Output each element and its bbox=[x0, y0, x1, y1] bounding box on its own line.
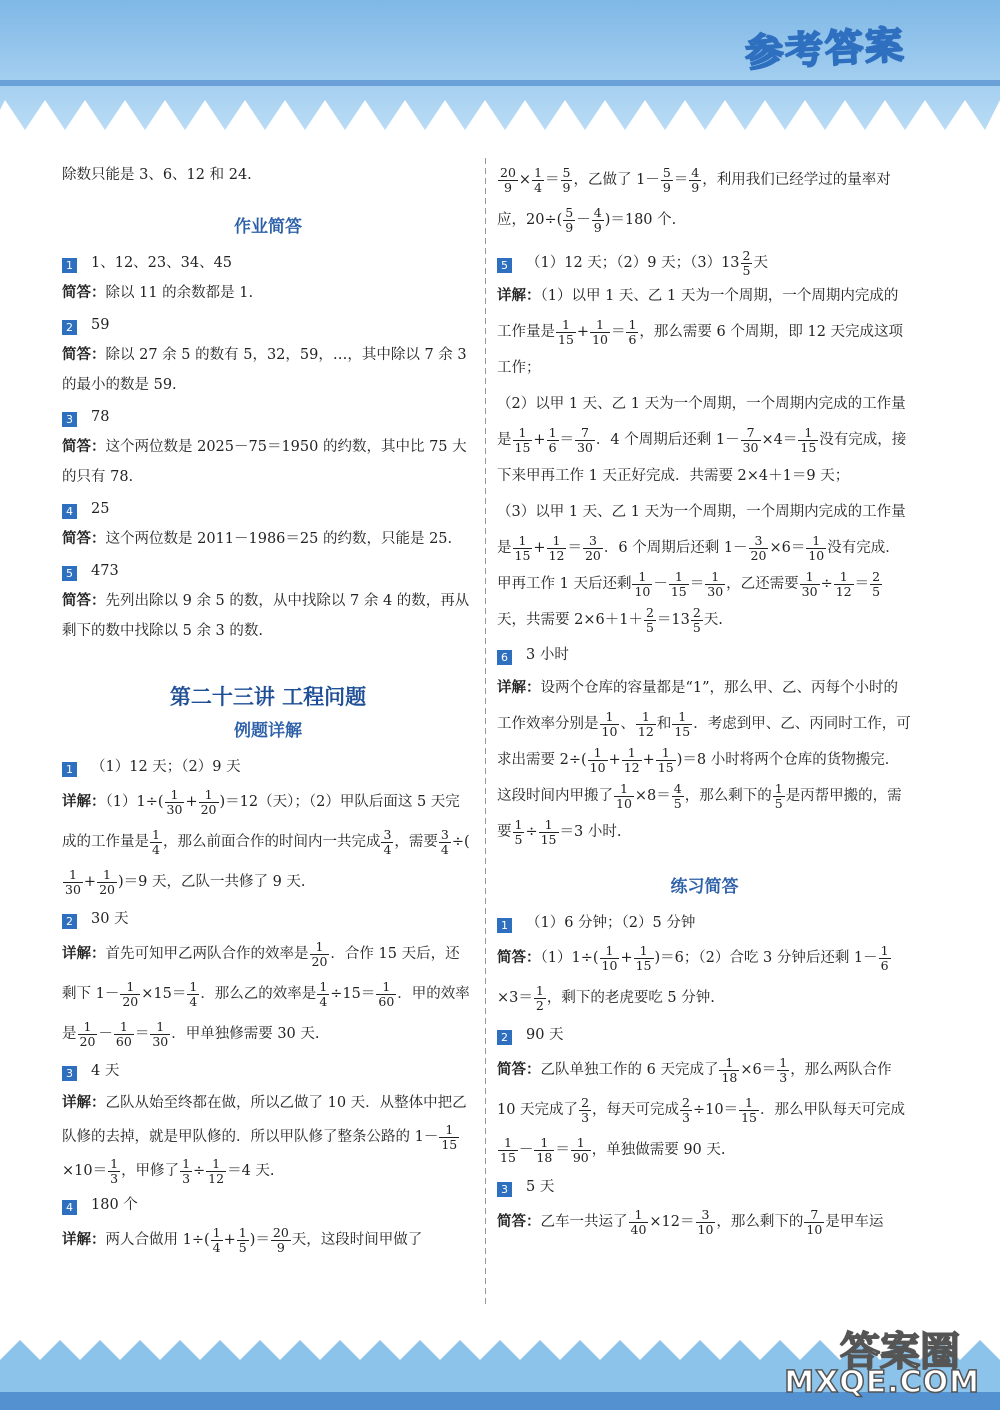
text: ×8＝ bbox=[634, 788, 671, 804]
text: ．4 个周期后还剩 1－ bbox=[595, 432, 740, 448]
text: ．那么乙的效率是 bbox=[200, 986, 317, 1002]
practice-3: 3 5 天 简答：乙车一共运了 $\frac{1}{40}$ ×12＝ $\frac{3}{10}$ ，那么剩下的 $\frac{7}{10}$ 是甲车运 bbox=[497, 1179, 884, 1237]
example-3: 3 4 天 详解：乙队从始至终都在做，所以乙做了 10 天．从整体中把乙队修的去掉，就是甲队修的．所以甲队修了整条公路的 1－ $\frac{1}{15}$ ×10＝ $\frac{1}{3}$ ，甲修了 $\frac{1}{3}$ ÷ $\frac{1}{12}$ ＝4 天. bbox=[62, 1063, 467, 1186]
left-column bbox=[62, 160, 474, 1260]
text: 没有完成，接下来甲再工作 1 天正好完成．共需要 2×4＋1＝9 天； bbox=[497, 432, 907, 484]
label: 简答： bbox=[62, 285, 106, 301]
page-title: 参考答案 bbox=[744, 22, 907, 76]
text: （1）1÷ bbox=[105, 794, 158, 810]
text: 天，这段时间甲做了 bbox=[291, 1232, 423, 1248]
answer: 25 bbox=[91, 501, 110, 517]
label: 详解： bbox=[62, 1232, 106, 1248]
text: 首先可知甲乙两队合作的效率是 bbox=[105, 946, 309, 962]
text: ，那么剩下的 bbox=[684, 788, 772, 804]
example-2: 2 30 天 详解：首先可知甲乙两队合作的效率是 $\frac{1}{20}$ ．合作 15 天后，还剩下 1－ $\frac{1}{20}$ ×15＝ $\frac{1}{4}$ ．那么乙的效率是 $\frac{1}{4}$ ÷15＝ $\frac{1}{60}$ ．甲的效率是 $\frac{1}{20}$ － $\frac{1}{60}$ ＝ $\frac{1}{30}$ ．甲单独修需要 30 天. bbox=[62, 911, 470, 1049]
item-number: 6 bbox=[497, 650, 512, 665]
text: ＝180 个. bbox=[610, 212, 677, 228]
text: ×10＝ bbox=[62, 1163, 108, 1179]
text: 需要 bbox=[408, 834, 438, 850]
text: ＝ bbox=[673, 172, 689, 188]
text: ×6＝ bbox=[769, 540, 806, 556]
example-5: 5 （1）12 天；（2）9 天；（3）13 $\frac{2}{5}$ 天 详解：（1）以甲 1 天、乙 1 天为一个周期，一个周期内完成的工作量是 $\frac{1}{15}$ + $\frac{1}{10}$ ＝ $\frac{1}{6}$ ，那么需要 6 个周期，即 12 天完成这项工作； （2）以甲 1 天、乙 1 天为一个周期，一个周期内完成的工作量是 $\frac{1}{15}$ + $\frac{1}{6}$ ＝ $\frac{7}{30}$ ．4 个周期后还剩 1－ $\frac{7}{30}$ ×4＝ $\frac{1}{15}$ 没有完成，接下来甲再工作 1 天正好完成．共需要 2×4＋1＝9 天； （3）以甲 1 天、乙 1 天为一个周期，一个周期内完成的工作量是 $\frac{1}{15}$ + $\frac{1}{12}$ ＝ $\frac{3}{20}$ ．6 个周期后还剩 1－ $\frac{3}{20}$ ×6＝ $\frac{1}{10}$ 没有完成．甲再工作 1 天后还剩 $\frac{1}{10}$ － $\frac{1}{15}$ ＝ $\frac{1}{30}$ ，乙还需要 $\frac{1}{30}$ ÷ $\frac{1}{12}$ ＝ $\frac{2}{5}$ 天，共需要 2×6＋1＋ $\frac{2}{5}$ ＝13 $\frac{2}{5}$ 天. bbox=[497, 247, 907, 635]
text: ， bbox=[394, 834, 409, 850]
homework-item bbox=[62, 310, 474, 400]
homework-title: 作业简答 bbox=[234, 217, 302, 237]
text: ．合作 15 天后，还剩下 1－ bbox=[62, 946, 460, 1002]
text: ，剩下的老虎要吃 5 分钟. bbox=[546, 990, 715, 1006]
item-number: 2 bbox=[62, 320, 77, 335]
text: ＝6；（2）合吃 3 分钟后还剩 1－ bbox=[660, 950, 878, 966]
label: 详解： bbox=[62, 946, 106, 962]
item-number: 3 bbox=[62, 412, 77, 427]
example-1: 1 （1）12 天；（2）9 天 详解：（1）1÷( $\frac{1}{30}$ + $\frac{1}{20}$ )＝12（天）；（2）甲队后面这 5 天完成的工作量是 $\frac{1}{4}$ ，那么前面合作的时间内一共完成 $\frac{3}{4}$ ，需要 $\frac{3}{4}$ ÷( $\frac{1}{30}$ + $\frac{1}{20}$ )＝9 天，乙队一共修了 9 天. bbox=[62, 759, 470, 897]
homework-item bbox=[62, 494, 474, 554]
text: ÷15＝ bbox=[330, 986, 376, 1002]
item-number: 1 bbox=[497, 918, 512, 933]
answer: 473 bbox=[91, 563, 119, 579]
answer: 30 天 bbox=[91, 911, 129, 927]
example-4: 4 180 个 详解：两人合做用 1÷( $\frac{1}{4}$ + $\frac{1}{5}$ )＝ $\frac{20}{9}$ 天，这段时间甲做了 bbox=[62, 1197, 423, 1255]
answer: 5 天 bbox=[526, 1179, 555, 1195]
text: （1）以甲 1 天、乙 1 天为一个周期，一个周期内完成的工作量是 bbox=[497, 288, 899, 340]
text: ＝ bbox=[255, 1232, 270, 1248]
item-number: 4 bbox=[62, 1200, 77, 1215]
text: 乙队从始至终都在做，所以乙做了 10 天．从整体中把乙队修的去掉，就是甲队修的．所以甲队修了整条公路的 1－ bbox=[62, 1095, 467, 1145]
text: ，那么需要 6 个周期，即 12 天完成这项工作； bbox=[497, 324, 904, 376]
text: ，乙还需要 bbox=[726, 576, 799, 592]
item-number: 2 bbox=[497, 1030, 512, 1045]
text: ．考虑到甲、乙、丙同时工作，可求出需要 2÷ bbox=[497, 716, 911, 768]
text: ＝13 bbox=[656, 612, 690, 628]
text: ．那么甲队每天可完成 bbox=[759, 1102, 905, 1118]
text: （3）以甲 1 天、乙 1 天为一个周期，一个周期内完成的工作量是 bbox=[497, 504, 906, 556]
practice-2: 2 90 天 简答：乙队单独工作的 6 天完成了 $\frac{1}{18}$ ×6＝ $\frac{1}{3}$ ，那么两队合作 10 天完成了 $\frac{2}{3}$ ，每天可完成 $\frac{2}{3}$ ÷10＝ $\frac{1}{15}$ ．那么甲队每天可完成 $\frac{1}{15}$ － $\frac{1}{18}$ ＝ $\frac{1}{90}$ ，单独做需要 90 天. bbox=[497, 1027, 905, 1165]
practice-1: 1 （1）6 分钟；（2）5 分钟 简答：（1）1÷( $\frac{1}{10}$ + $\frac{1}{15}$ )＝6；（2）合吃 3 分钟后还剩 1－ $\frac{1}{6}$ ×3＝ $\frac{1}{2}$ ，剩下的老虎要吃 5 分钟. bbox=[497, 915, 889, 1013]
text: 天 bbox=[753, 255, 768, 271]
label: 简答： bbox=[62, 531, 106, 547]
answer: 4 天 bbox=[91, 1063, 120, 1079]
explanation: 除以 27 余 5 的数有 5，32，59，…，其中除以 7 余 3 的最小的数是 59. bbox=[62, 347, 467, 393]
text: 天. bbox=[703, 612, 723, 628]
text: 乙队单独工作的 6 天完成了 bbox=[540, 1062, 719, 1078]
text: ×3＝ bbox=[497, 990, 533, 1006]
text: × bbox=[518, 172, 532, 188]
text: ÷10＝ bbox=[692, 1102, 739, 1118]
text: ．6 个周期后还剩 1－ bbox=[603, 540, 748, 556]
answer: 3 小时 bbox=[526, 647, 569, 663]
watermark-url: MXQE.COM bbox=[784, 1365, 980, 1400]
item-number: 2 bbox=[62, 914, 77, 929]
text: ＝4 天. bbox=[227, 1163, 275, 1179]
homework-item bbox=[62, 402, 474, 492]
example-4-continued: $\frac{20}{9}$ × $\frac{1}{4}$ ＝ $\frac{5}{9}$ ，乙做了 1－ $\frac{5}{9}$ ＝ $\frac{4}{9}$ ，利用我们已经学过的量率对应，20÷( $\frac{5}{9}$ － $\frac{4}{9}$ )＝180 个. bbox=[497, 164, 891, 235]
answer: 1、12、23、34、45 bbox=[91, 255, 233, 271]
text: 设两个仓库的容量都是“1”，那么甲、乙、丙每个小时的工作效率分别是 bbox=[497, 680, 899, 732]
examples-title: 例题详解 bbox=[234, 721, 302, 741]
text: ，那么前面合作的时间内一共完成 bbox=[162, 834, 381, 850]
text: 、 bbox=[620, 716, 635, 732]
answer: 90 天 bbox=[526, 1027, 564, 1043]
text: ＝12（天）；（2）甲队后面这 5 天完成的工作量是 bbox=[62, 794, 460, 850]
text: ，甲修了 bbox=[121, 1163, 180, 1179]
answer: （1）6 分钟；（2）5 分钟 bbox=[526, 915, 696, 931]
text: ×6＝ bbox=[740, 1062, 777, 1078]
text: 和 bbox=[656, 716, 672, 732]
text: ＝ bbox=[545, 172, 560, 188]
label: 简答： bbox=[497, 1062, 541, 1078]
item-number: 4 bbox=[62, 504, 77, 519]
text: 是丙帮甲搬的，需要 bbox=[497, 788, 902, 840]
label: 简答： bbox=[62, 439, 106, 455]
text: ，利用我们已经学过的量率对应，20÷ bbox=[497, 172, 891, 228]
right-column bbox=[497, 160, 912, 1242]
item-number: 1 bbox=[62, 258, 77, 273]
label: 简答： bbox=[62, 593, 106, 609]
lecture-title: 第二十三讲 工程问题 bbox=[169, 685, 367, 709]
label: 详解： bbox=[497, 288, 541, 304]
text: 两人合做用 1÷ bbox=[105, 1232, 204, 1248]
text: 乙车一共运了 bbox=[540, 1214, 628, 1230]
text: ，单独做需要 90 天. bbox=[591, 1142, 726, 1158]
text: ．甲的效率是 bbox=[62, 986, 470, 1042]
text: 天，共需要 2×6＋1＋ bbox=[497, 612, 643, 628]
explanation: 这个两位数是 2011－1986＝25 的约数，只能是 25. bbox=[105, 531, 453, 547]
homework-item bbox=[62, 248, 474, 308]
item-number: 3 bbox=[497, 1182, 512, 1197]
text: ×4＝ bbox=[761, 432, 798, 448]
item-number: 1 bbox=[62, 762, 77, 777]
item-number: 5 bbox=[497, 258, 512, 273]
intro-text: 除数只能是 3、6、12 和 24. bbox=[62, 167, 252, 183]
column-divider bbox=[485, 158, 486, 1308]
text: ，那么两队合作 10 天完成了 bbox=[497, 1062, 892, 1118]
answer: （1）12 天；（2）9 天；（3）13 bbox=[526, 255, 740, 271]
explanation: 除以 11 的余数都是 1. bbox=[105, 285, 254, 301]
item-number: 3 bbox=[62, 1066, 77, 1081]
text: ＝3 小时. bbox=[559, 824, 622, 840]
label: 简答： bbox=[497, 1214, 541, 1230]
answer: 180 个 bbox=[91, 1197, 138, 1213]
text: ．甲单独修需要 30 天. bbox=[171, 1026, 320, 1042]
text: ×15＝ bbox=[141, 986, 187, 1002]
text: 是甲车运 bbox=[825, 1214, 884, 1230]
text: ×12＝ bbox=[649, 1214, 695, 1230]
item-number: 5 bbox=[62, 566, 77, 581]
homework-item bbox=[62, 556, 474, 646]
label: 简答： bbox=[497, 950, 541, 966]
text: ＝8 小时将两个仓库的货物搬完．这段时间内甲搬了 bbox=[497, 752, 900, 804]
watermark-logo: 答案圈 bbox=[840, 1329, 960, 1375]
explanation: 先列出除以 9 余 5 的数，从中找除以 7 余 4 的数，再从剩下的数中找除以 5 余 3 的数. bbox=[62, 593, 470, 639]
example-6: 6 3 小时 详解：设两个仓库的容量都是“1”，那么甲、乙、丙每个小时的工作效率分别是 $\frac{1}{10}$ 、 $\frac{1}{12}$ 和 $\frac{1}{15}$ ．考虑到甲、乙、丙同时工作，可求出需要 2÷( $\frac{1}{10}$ + $\frac{1}{12}$ + $\frac{1}{15}$ )＝8 小时将两个仓库的货物搬完．这段时间内甲搬了 $\frac{1}{10}$ ×8＝ $\frac{4}{5}$ ，那么剩下的 $\frac{1}{5}$ 是丙帮甲搬的，需要 $\frac{1}{5}$ ÷ $\frac{1}{15}$ ＝3 小时. bbox=[497, 647, 911, 847]
text: ，那么剩下的 bbox=[716, 1214, 804, 1230]
label: 详解： bbox=[497, 680, 541, 696]
answer: 78 bbox=[91, 409, 110, 425]
text: ，乙做了 1－ bbox=[573, 172, 660, 188]
label: 简答： bbox=[62, 347, 106, 363]
answer: （1）12 天；（2）9 天 bbox=[91, 759, 241, 775]
label: 详解： bbox=[62, 794, 106, 810]
text: （1）1÷ bbox=[540, 950, 593, 966]
text: ＝9 天，乙队一共修了 9 天. bbox=[123, 874, 306, 890]
label: 详解： bbox=[62, 1095, 106, 1111]
text: 没有完成．甲再工作 1 天后还剩 bbox=[497, 540, 900, 592]
answer: 59 bbox=[91, 317, 110, 333]
explanation: 这个两位数是 2025－75＝1950 的约数，其中比 75 大的只有 78. bbox=[62, 439, 467, 485]
text: ，每天可完成 bbox=[592, 1102, 680, 1118]
practice-title: 练习简答 bbox=[670, 877, 739, 897]
text: （2）以甲 1 天、乙 1 天为一个周期，一个周期内完成的工作量是 bbox=[497, 396, 906, 448]
